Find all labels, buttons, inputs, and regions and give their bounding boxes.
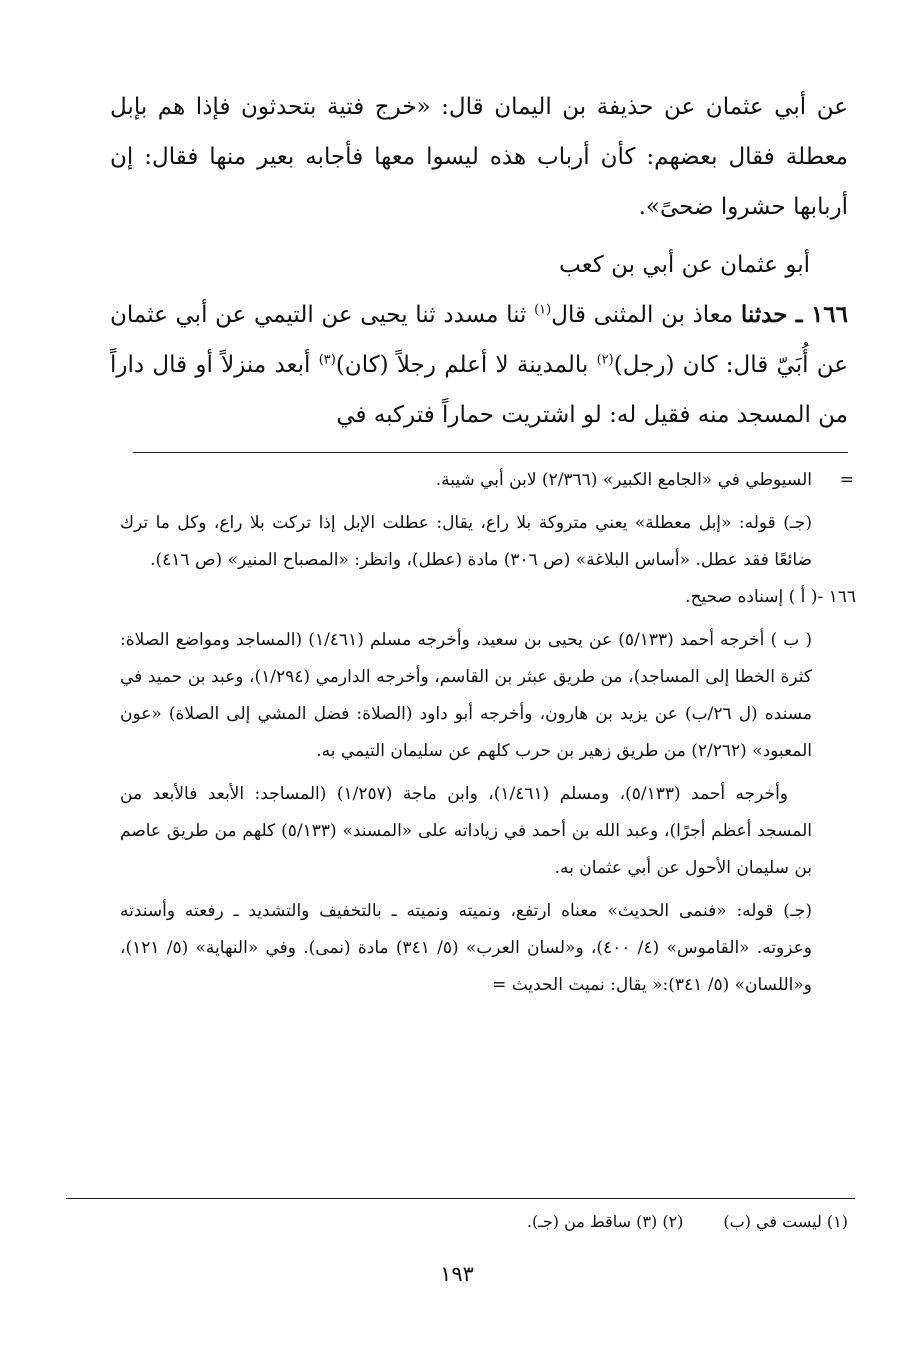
- hadith-text-part: بالمدينة لا أعلم رجلاً (كان): [335, 352, 597, 378]
- hadith-text-part: أبعد منزلاً أو قال داراً من المسجد منه فقيل له: لو اشتريت حماراً فتركبه في: [110, 352, 848, 428]
- footnote-1-number: (١): [826, 1212, 848, 1231]
- hadith-number: ١٦٦ ـ حدثنا: [740, 301, 849, 328]
- footnote-2-3-text: ساقط من (جـ).: [526, 1212, 632, 1231]
- main-text: [110, 82, 848, 440]
- footnotes: [110, 1210, 848, 1234]
- section-heading: أبو عثمان عن أبي بن كعب: [559, 252, 810, 278]
- note-takhrij: وأخرجه أحمد (٥/١٣٣)، ومسلم (١/٤٦١)، وابن ماجة (١/٢٥٧) (المساجد: الأبعد فالأبعد من المسجد أعظم أجرًا)، وعبد الله بن أحمد في زياداته على «المسند» (٥/١٣٣) كلهم من طريق عاصم بن سليمان الأحول عن أبي عثمان به.: [120, 784, 812, 878]
- note-166-a: ١٦٦ -( أ ) إسناده صحيح.: [685, 587, 856, 607]
- footnotes-divider: [66, 1198, 855, 1199]
- footnote-1-text: ليست في (ب): [723, 1212, 822, 1231]
- note-continuation: [120, 462, 854, 499]
- commentary-notes: [120, 462, 856, 1004]
- footnote-ref-3: (٣): [318, 352, 336, 368]
- note-jim-2: (جـ) قوله: «فنمى الحديث» معناه ارتفع، ونميته ونميته ـ بالتخفيف والتشديد ـ رفعته وأسندته وعزوته. «القاموس» (٤/ ٤٠٠)، و«لسان العرب» (٥/ ٣٤١) مادة (نمى). وفي «النهاية» (٥/ ١٢١)، و«اللسان» (٥/ ٣٤١):« يقال: نميت الحديث =: [120, 901, 812, 995]
- note-line: السيوطي في «الجامع الكبير» (٢/٣٦٦) لابن أبي شيبة.: [435, 470, 812, 490]
- footnote-1: [723, 1210, 848, 1234]
- note-166-b: ( ب ) أخرجه أحمد (٥/١٣٣) عن يحيى بن سعيد، وأخرجه مسلم (١/٤٦١) (المساجد ومواضع الصلاة: كثرة الخطا إلى المساجد)، من طريق عبثر بن القاسم، وأخرجه الدارمي (١/٢٩٤)، وعبد بن حميد في مسنده (ل ٢٦/ب) عن يزيد بن هارون، وأخرجه أبو داود (الصلاة: فضل المشي إلى الصلاة) «عون المعبود» (٢/٢٦٢) من طريق زهير بن حرب كلهم عن سليمان التيمي به.: [120, 630, 813, 761]
- continuation-mark: =: [839, 470, 854, 490]
- page-number: ١٩٣: [440, 1262, 474, 1286]
- hadith-text-part: معاذ بن المثنى قال: [551, 302, 741, 328]
- note-jim-1: (جـ) قوله: «إبل معطلة» يعني متروكة بلا راع، يقال: عطلت الإبل إذا تركت بلا راع، وكل ما ترك ضائعًا فقد عطل. «أساس البلاغة» (ص ٣٠٦) مادة (عطل)، وانظر: «المصباح المنير» (ص ٤١٦).: [120, 513, 812, 570]
- footnote-2-3-number: (٢) (٣): [636, 1212, 684, 1231]
- footnote-ref-2: (٢): [596, 352, 614, 368]
- notes-divider: [133, 452, 848, 453]
- hadith-166: [110, 290, 848, 440]
- footnote-ref-1: (١): [534, 302, 552, 318]
- footnote-2-3: [527, 1210, 684, 1234]
- paragraph-hudhayfa: عن أبي عثمان عن حذيفة بن اليمان قال: «خرج فتية بتحدثون فإذا هم بإبل معطلة فقال بعضهم: كأن أرباب هذه ليسوا معها فأجابه بعير منها فقال: إن أربابها حشروا ضحىً».: [110, 94, 848, 220]
- hadith-text-part: ثنا مسدد ثنا يحيى عن التيمي عن أبي عثمان عن أُبَيّ قال: كان (رجل): [110, 302, 848, 378]
